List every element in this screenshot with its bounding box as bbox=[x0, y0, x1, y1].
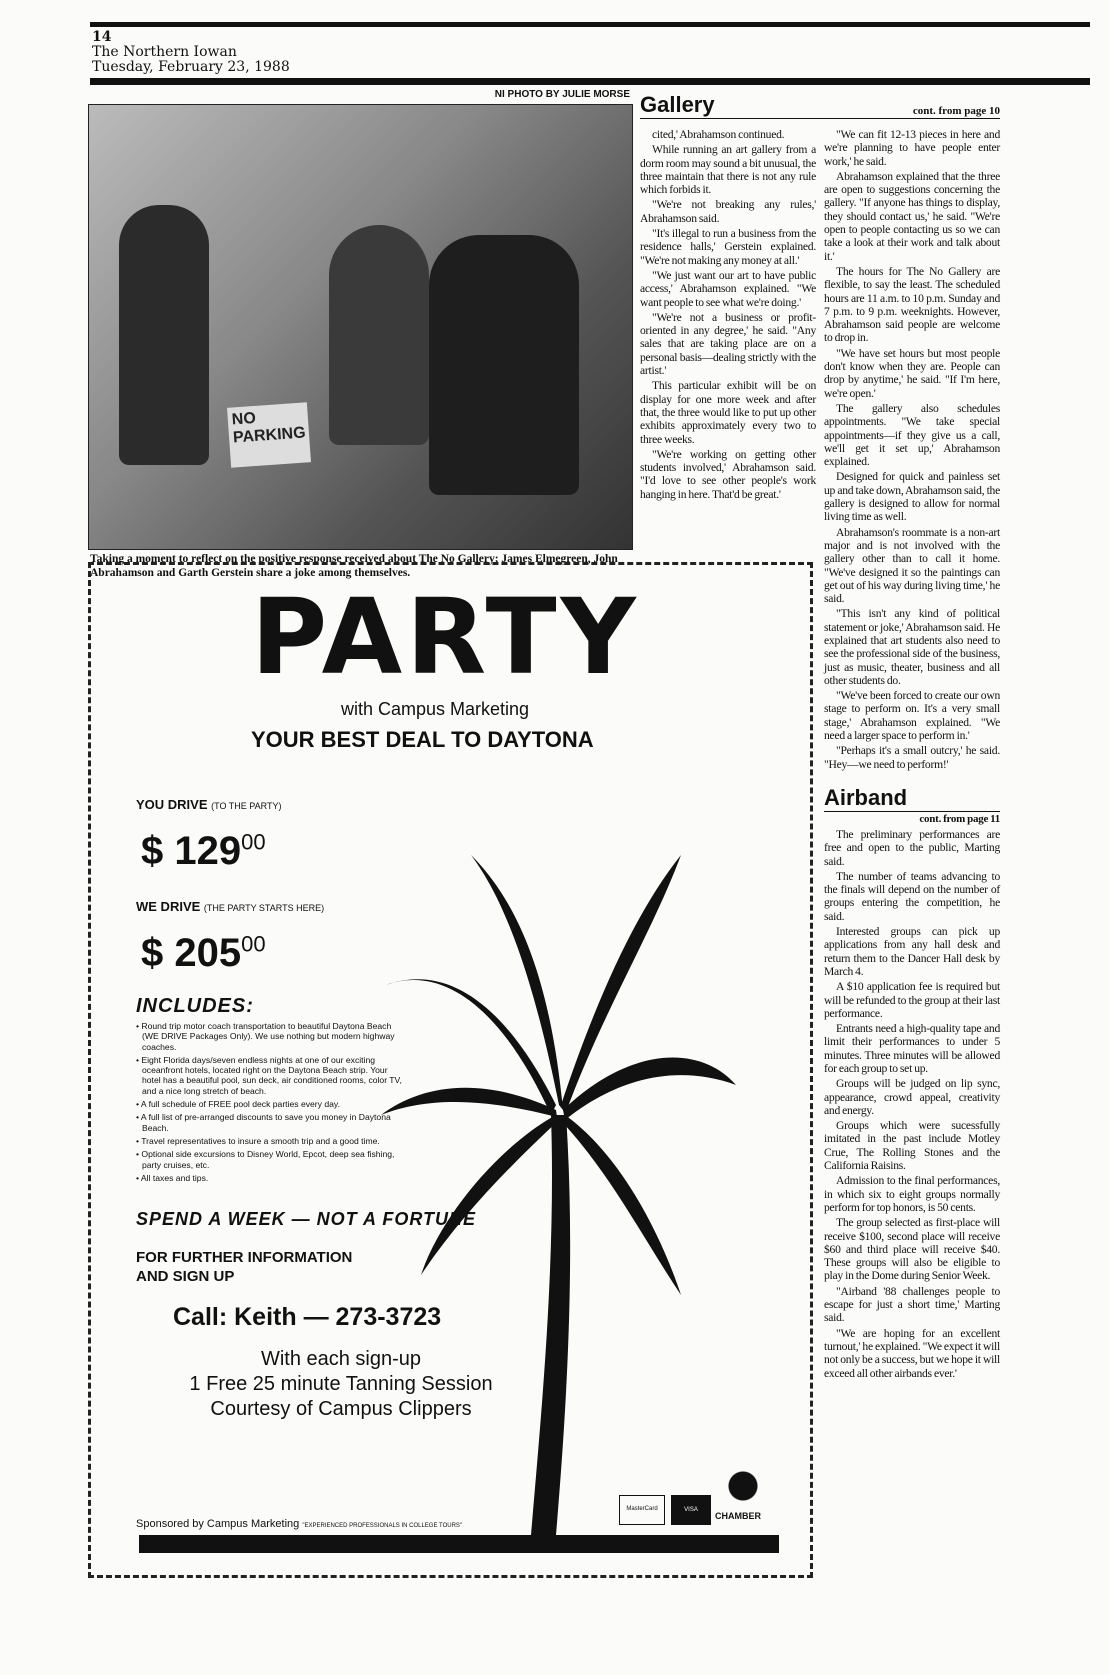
photo-caption: Taking a moment to reflect on the positive response received about The No Gallery; James Elmegreen, John Abrahamson and Garth Gerstein share a joke among themselves. bbox=[90, 553, 618, 579]
info-line-2: AND SIGN UP bbox=[136, 1268, 235, 1285]
price-we-drive: $ $205^{00}$ bbox=[141, 931, 266, 975]
article-paragraph: "We just want our art to have public access,' Abrahamson explained. "We want people to see what we're doing.' bbox=[640, 268, 816, 309]
we-drive: WE DRIVE (THE PARTY STARTS HERE) bbox=[136, 899, 325, 914]
info-line-1: FOR FURTHER INFORMATION bbox=[136, 1249, 353, 1266]
paper-name: The Northern Iowan bbox=[92, 44, 237, 60]
article-paragraph: "This isn't any kind of political statement or joke,' Abrahamson said. He explained that art students also need to see the professional side of the business, just as music, theater, business and all other students do. bbox=[824, 607, 1000, 687]
call-phone[interactable]: Call: Keith — 273-3723 bbox=[173, 1303, 442, 1331]
no-parking-sign: NO PARKING bbox=[227, 402, 311, 467]
article-paragraph: Interested groups can pick up applications from any hall desk and return them to the Dancer Hall desk by March 4. bbox=[824, 925, 1000, 978]
article-paragraph: "We've been forced to create our own stage to perform on. It's a very small stage,' Abrahamson explained. "We need a larger space to perform in.' bbox=[824, 689, 1000, 743]
includes-item: • Travel representatives to insure a smooth trip and a good time. bbox=[136, 1136, 406, 1146]
article-paragraph: Designed for quick and painless set up and take down, Abrahamson said, the gallery is designed to allow for normal living time as well. bbox=[824, 470, 1000, 524]
includes-heading: INCLUDES: bbox=[136, 995, 254, 1017]
article-paragraph: A $10 application fee is required but will be refunded to the group at their last performance. bbox=[824, 980, 1000, 1020]
price-you-drive: $ $129^{00}$ bbox=[141, 829, 266, 873]
article-paragraph: "We can fit 12-13 pieces in here and we're planning to have people enter work,' he said. bbox=[824, 128, 1000, 168]
article-paragraph: The hours for The No Gallery are flexible, to say the least. The scheduled hours are 11 a.m. to 10 p.m. Sunday and 7 p.m. to 9 p.m. weeknights. However, Abrahamson said people are welcome to drop in. bbox=[824, 264, 1000, 345]
includes-list bbox=[136, 1021, 406, 1186]
article-paragraph: The preliminary performances are free and open to the public, Marting said. bbox=[824, 827, 1000, 868]
news-photo bbox=[88, 104, 633, 550]
person-3 bbox=[429, 235, 579, 495]
header-rule bbox=[90, 78, 1090, 85]
article-paragraph: Groups which were sucessfully imitated in the past include Motley Crue, The Rolling Stones and the California Raisins. bbox=[824, 1119, 1000, 1173]
article-paragraph: "We're not a business or profit-oriented in any degree,' he said. "Any sales that are taking place are on a personal basis—dealing strictly with the artist.' bbox=[640, 310, 816, 378]
gallery-column-1 bbox=[640, 128, 816, 503]
airband-headline bbox=[824, 785, 1000, 812]
article-paragraph: The group selected as first-place will receive $100, second place will receive $60 and third place will receive $40. These groups will also be eligible to play in the Dome during Senior Week. bbox=[824, 1216, 1000, 1283]
party-advertisement bbox=[88, 562, 813, 1578]
article-paragraph: Entrants need a high-quality tape and limit their performances to under 5 minutes. Three minutes will be allowed for each group to set up. bbox=[824, 1022, 1000, 1075]
article-paragraph: "We're working on getting other students involved,' Abrahamson said. "I'd love to see other people's work hanging in here. That'd be great.' bbox=[640, 447, 816, 501]
includes-item: • Round trip motor coach transportation to beautiful Daytona Beach (WE DRIVE Packages Only). We use nothing but modern highway coaches. bbox=[136, 1021, 406, 1052]
gallery-jump: cont. from page 10 bbox=[912, 105, 1000, 117]
article-paragraph: The number of teams advancing to the finals will depend on the number of groups entering the competition, he said. bbox=[824, 869, 1000, 923]
visa-logo: VISA bbox=[671, 1495, 711, 1525]
photo-credit: NI PHOTO BY JULIE MORSE bbox=[494, 89, 630, 100]
ad-subhead: with Campus Marketing bbox=[341, 699, 530, 719]
gallery-headline bbox=[640, 92, 1000, 119]
article-paragraph: "Airband '88 challenges people to escape for just a short time,' Marting said. bbox=[824, 1284, 1000, 1325]
palm-tree-illustration bbox=[381, 815, 741, 1545]
includes-item: • Eight Florida days/seven endless nights at one of our exciting oceanfront hotels, located right on the Daytona Beach strip. Your hotel has a beautiful pool, sun deck, air conditioned rooms, color TV, and a nice long stretch of beach. bbox=[136, 1055, 406, 1096]
includes-item: • All taxes and tips. bbox=[136, 1173, 406, 1183]
article-paragraph: The gallery also schedules appointments. "We take special appointments—if they give us a call, we'll get it set up,' Abrahamson explained. bbox=[824, 401, 1000, 469]
article-paragraph: While running an art gallery from a dorm room may sound a bit unusual, the three maintain that there is not any rule which forbids it. bbox=[640, 143, 816, 197]
ad-headline: PARTY bbox=[251, 576, 640, 698]
article-paragraph: Admission to the final performances, in which six to eight groups normally perform for top honors, is 50 cents. bbox=[824, 1174, 1000, 1214]
right-column bbox=[824, 128, 1000, 1382]
top-rule bbox=[90, 22, 1090, 27]
ad-deal: YOUR BEST DEAL TO DAYTONA bbox=[251, 727, 594, 752]
includes-item: • Optional side excursions to Disney World, Epcot, deep sea fishing, party cruises, etc. bbox=[136, 1149, 406, 1170]
includes-item: • A full list of pre-arranged discounts to save you money in Daytona Beach. bbox=[136, 1112, 406, 1133]
article-paragraph: This particular exhibit will be on display for one more week and after that, the three would like to put up other exhibits approximately every two to three weeks. bbox=[640, 379, 816, 446]
gallery-column-2 bbox=[824, 128, 1000, 771]
page-number: 14 bbox=[92, 29, 112, 45]
you-drive: YOU DRIVE (TO THE PARTY) bbox=[136, 797, 282, 812]
sponsor-line: Sponsored by Campus Marketing "EXPERIENCED PROFESSIONALS IN COLLEGE TOURS" bbox=[136, 1518, 463, 1530]
chamber-logo: CHAMBER bbox=[713, 1465, 763, 1525]
page-header bbox=[92, 30, 290, 75]
mastercard-logo: MasterCard bbox=[619, 1495, 665, 1525]
article-paragraph: Abrahamson's roommate is a non-art major and is not involved with the gallery other than to call it home. "We've designed it so the paintings can get out of his way during living time,' he said. bbox=[824, 525, 1000, 606]
airband-column bbox=[824, 828, 1000, 1380]
article-paragraph: cited,' Abrahamson continued. bbox=[652, 128, 785, 141]
person-1 bbox=[119, 205, 209, 465]
includes-item: • A full schedule of FREE pool deck parties every day. bbox=[136, 1099, 406, 1109]
article-paragraph: "We're not breaking any rules,' Abrahamson said. bbox=[640, 198, 816, 225]
gallery-title: Gallery bbox=[640, 92, 715, 117]
article-paragraph: "We are hoping for an excellent turnout,' he explained. "We expect it will not only be a success, but we hope it will exceed all other airbands ever.' bbox=[824, 1326, 1000, 1380]
issue-date: Tuesday, February 23, 1988 bbox=[92, 59, 290, 75]
ad-slogan: SPEND A WEEK — NOT A FORTUNE bbox=[136, 1209, 477, 1229]
article-paragraph: Groups will be judged on lip sync, appearance, crowd appeal, creativity and energy. bbox=[824, 1077, 1000, 1117]
article-paragraph: Abrahamson explained that the three are open to suggestions concerning the gallery. "If anyone has things to display, they should contact us,' he said. "We're open to people contacting us so we can take a look at their work and talk about it.' bbox=[824, 169, 1000, 263]
person-2 bbox=[329, 225, 429, 445]
article-paragraph: "Perhaps it's a small outcry,' he said. "Hey—we need to perform!' bbox=[824, 744, 1000, 771]
article-paragraph: "It's illegal to run a business from the residence halls,' Gerstein explained. "We're not making any money at all.' bbox=[640, 227, 816, 267]
airband-title: Airband bbox=[824, 784, 908, 810]
tanning-offer: With each sign-up 1 Free 25 minute Tanning Session Courtesy of Campus Clippers bbox=[189, 1348, 493, 1420]
article-paragraph: "We have set hours but most people don't know when they are. People can drop by anytime,' he said. "If I'm here, we're open.' bbox=[824, 346, 1000, 400]
airband-jump: cont. from page 11 bbox=[919, 812, 1000, 825]
